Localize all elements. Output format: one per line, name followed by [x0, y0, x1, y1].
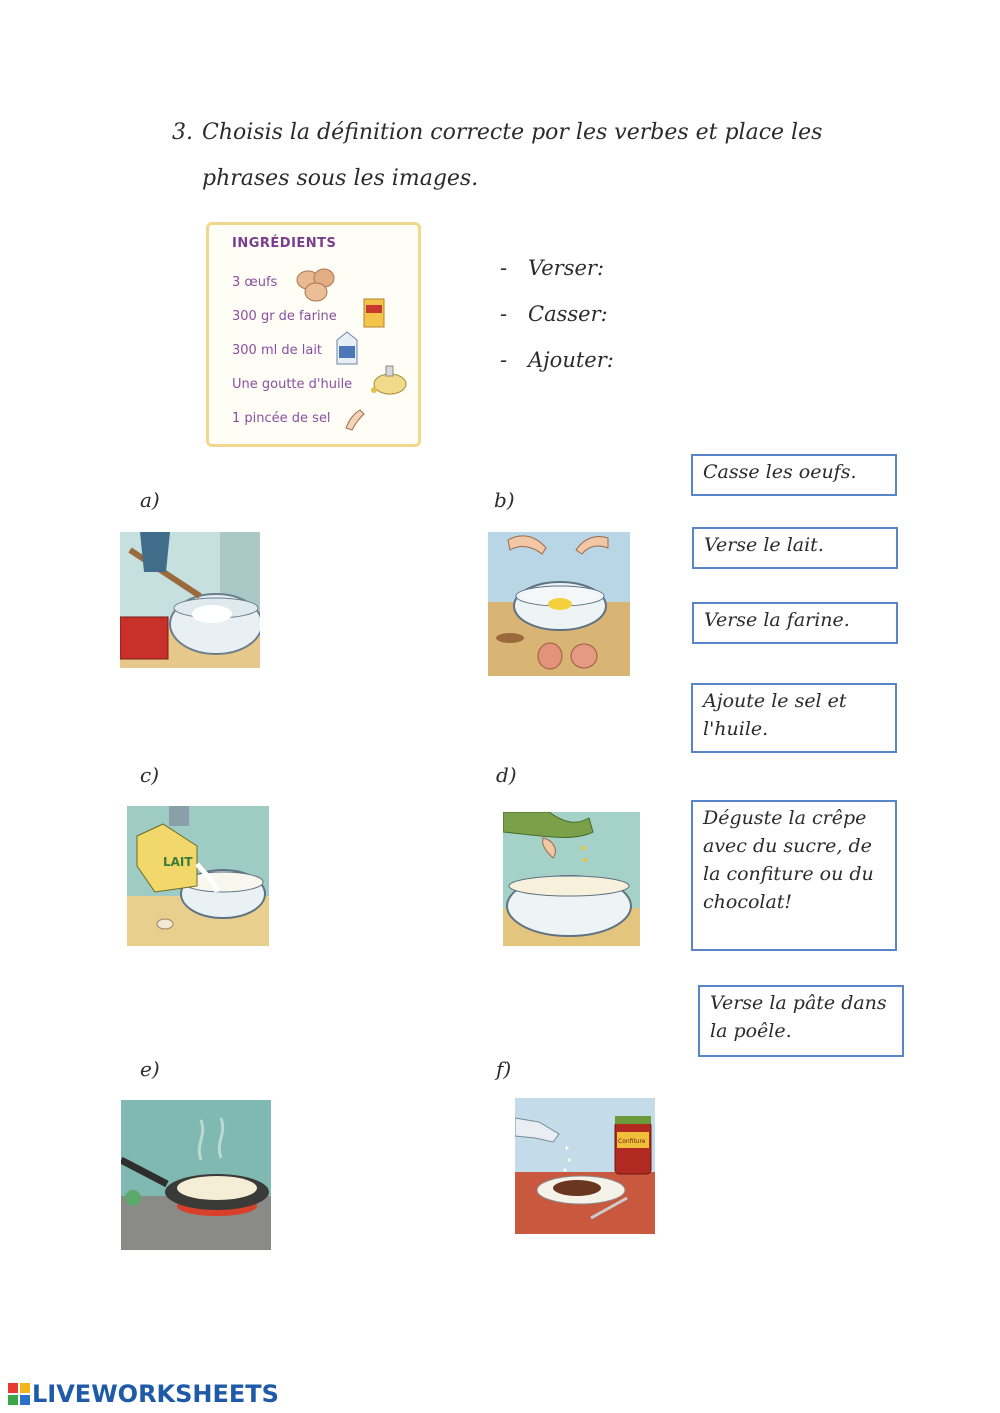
verb-casser — [500, 302, 608, 326]
ingredient-milk: 300 ml de lait — [232, 343, 323, 358]
answer-verse-pate[interactable]: Verse la pâte dans la poêle. — [698, 985, 904, 1057]
oil-bottle-icon — [366, 362, 410, 396]
liveworksheets-grid-icon — [8, 1383, 30, 1405]
label-e: e) — [140, 1057, 160, 1081]
label-c: c) — [140, 763, 160, 787]
image-b-eggs — [488, 532, 630, 676]
image-e-pan — [121, 1100, 271, 1250]
label-d: d) — [496, 763, 517, 787]
verb-dash: - — [500, 256, 508, 280]
image-f-serve — [515, 1098, 655, 1234]
milk-carton-icon — [334, 330, 360, 366]
pinch-hand-icon — [342, 404, 370, 432]
verb-label: Ajouter: — [528, 348, 614, 372]
image-c-milk — [127, 806, 269, 946]
ingredient-oil: Une goutte d'huile — [232, 377, 353, 392]
answer-casse-oeufs[interactable]: Casse les oeufs. — [691, 454, 897, 496]
answer-verse-lait[interactable]: Verse le lait. — [692, 527, 898, 569]
eggs-icon — [294, 264, 340, 304]
instruction — [172, 110, 892, 202]
verb-label: Casser: — [528, 302, 608, 326]
ingredients-title: INGRÉDIENTS — [232, 236, 337, 251]
instruction-line-1: Choisis la définition correcte por les verbes et place les — [202, 120, 823, 145]
verb-verser — [500, 256, 604, 280]
brand-name: LIVEWORKSHEETS — [32, 1380, 279, 1408]
flour-box-icon — [362, 297, 386, 329]
verb-dash: - — [500, 348, 508, 372]
image-a-flour — [120, 532, 260, 668]
liveworksheets-logo — [8, 1380, 279, 1408]
ingredient-salt: 1 pincée de sel — [232, 411, 331, 426]
instruction-line-2: phrases sous les images. — [202, 166, 479, 191]
answer-verse-farine[interactable]: Verse la farine. — [692, 602, 898, 644]
label-b: b) — [494, 488, 515, 512]
verb-label: Verser: — [528, 256, 605, 280]
verb-ajouter — [500, 348, 614, 372]
instruction-number: 3. — [172, 120, 193, 145]
ingredient-flour: 300 gr de farine — [232, 309, 337, 324]
milk-carton-label: LAIT — [163, 855, 193, 869]
image-d-salt-oil — [503, 812, 640, 946]
ingredient-eggs: 3 œufs — [232, 275, 278, 290]
verb-dash: - — [500, 302, 508, 326]
label-a: a) — [140, 488, 160, 512]
answer-ajoute-sel-huile[interactable]: Ajoute le sel et l'huile. — [691, 683, 897, 753]
label-f: f) — [496, 1057, 512, 1081]
jar-label: Confiture — [618, 1138, 646, 1145]
answer-deguste-crepe[interactable]: Déguste la crêpe avec du sucre, de la confiture ou du chocolat! — [691, 800, 897, 951]
